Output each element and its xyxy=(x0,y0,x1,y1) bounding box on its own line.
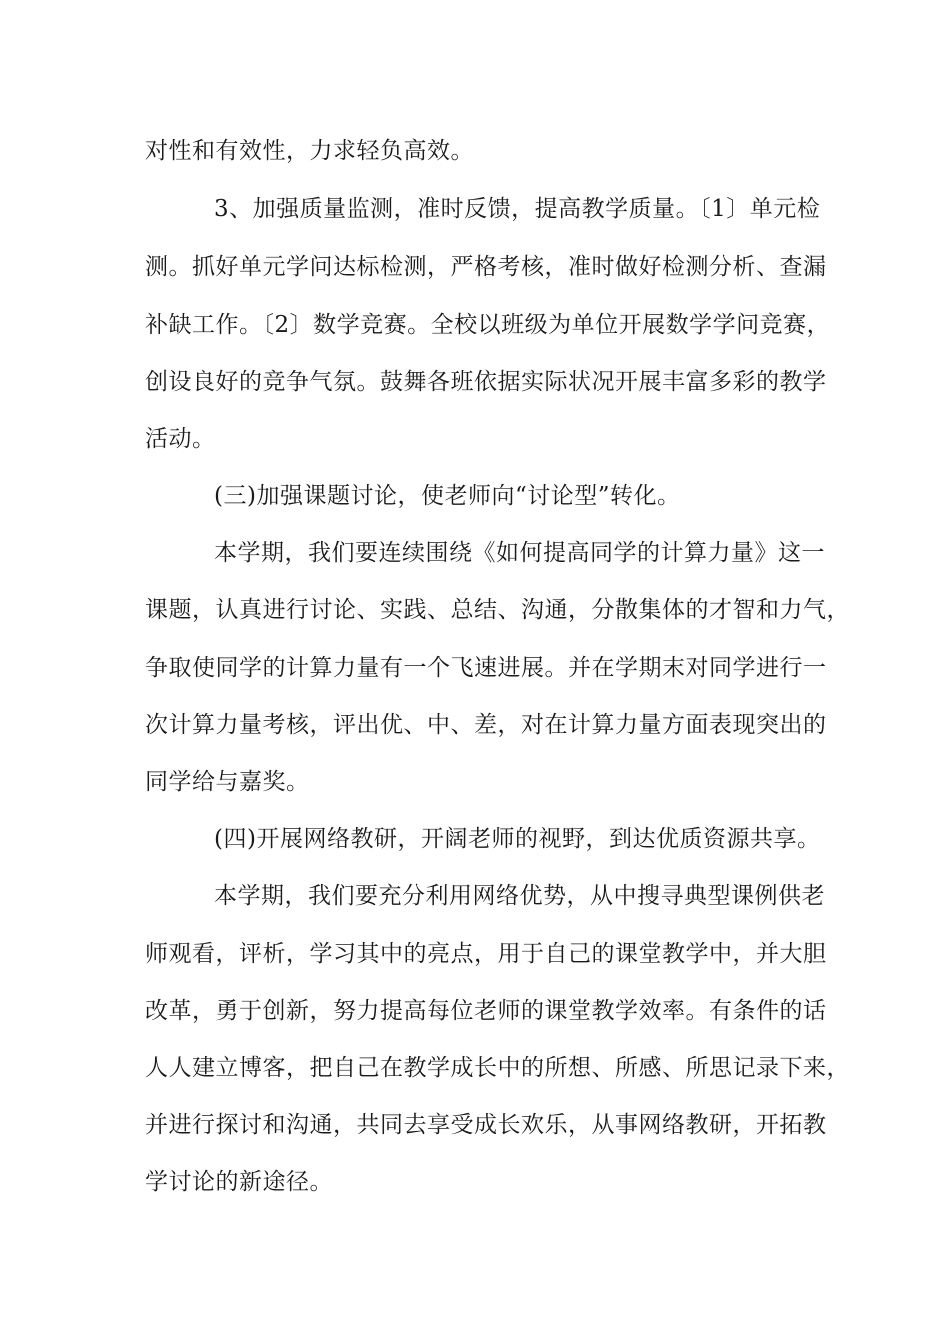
text-line: 师观看，评析，学习其中的亮点，用于自己的课堂教学中，并大胆 xyxy=(145,941,827,967)
text-line: 同学给与嘉奖。 xyxy=(145,769,310,795)
section-heading: (四)开展网络教研，开阔老师的视野，到达优质资源共享。 xyxy=(214,826,821,852)
text-line: 活动。 xyxy=(145,426,216,452)
text-line: 课题，认真进行讨论、实践、总结、沟通，分散集体的才智和力气， xyxy=(145,597,850,623)
text-line: 学讨论的新途径。 xyxy=(145,1169,333,1195)
text-line: 改革，勇于创新，努力提高每位老师的课堂教学效率。有条件的话 xyxy=(145,998,827,1024)
text-line: 争取使同学的计算力量有一个飞速进展。并在学期末对同学进行一 xyxy=(145,655,827,681)
text-line: 本学期，我们要连续围绕《如何提高同学的计算力量》这一 xyxy=(214,540,825,566)
text-line: 人人建立博客，把自己在教学成长中的所想、所感、所思记录下来， xyxy=(145,1055,850,1081)
text-line: 补缺工作。〔2〕数学竞赛。全校以班级为单位开展数学学问竞赛， xyxy=(145,312,831,338)
text-line: 并进行探讨和沟通，共同去享受成长欢乐，从事网络教研，开拓教 xyxy=(145,1112,827,1138)
text-line: 3、加强质量监测，准时反馈，提高教学质量。〔1〕单元检 xyxy=(214,196,821,222)
text-line: 本学期，我们要充分利用网络优势，从中搜寻典型课例供老 xyxy=(214,883,825,909)
text-line: 次计算力量考核，评出优、中、差，对在计算力量方面表现突出的 xyxy=(145,712,827,738)
text-line: 创设良好的竞争气氛。鼓舞各班依据实际状况开展丰富多彩的教学 xyxy=(145,369,827,395)
text-line: 测。抓好单元学问达标检测，严格考核，准时做好检测分析、查漏 xyxy=(145,254,827,280)
section-heading: (三)加强课题讨论，使老师向“讨论型”转化。 xyxy=(214,483,681,509)
text-line: 对性和有效性，力求轻负高效。 xyxy=(145,138,474,164)
